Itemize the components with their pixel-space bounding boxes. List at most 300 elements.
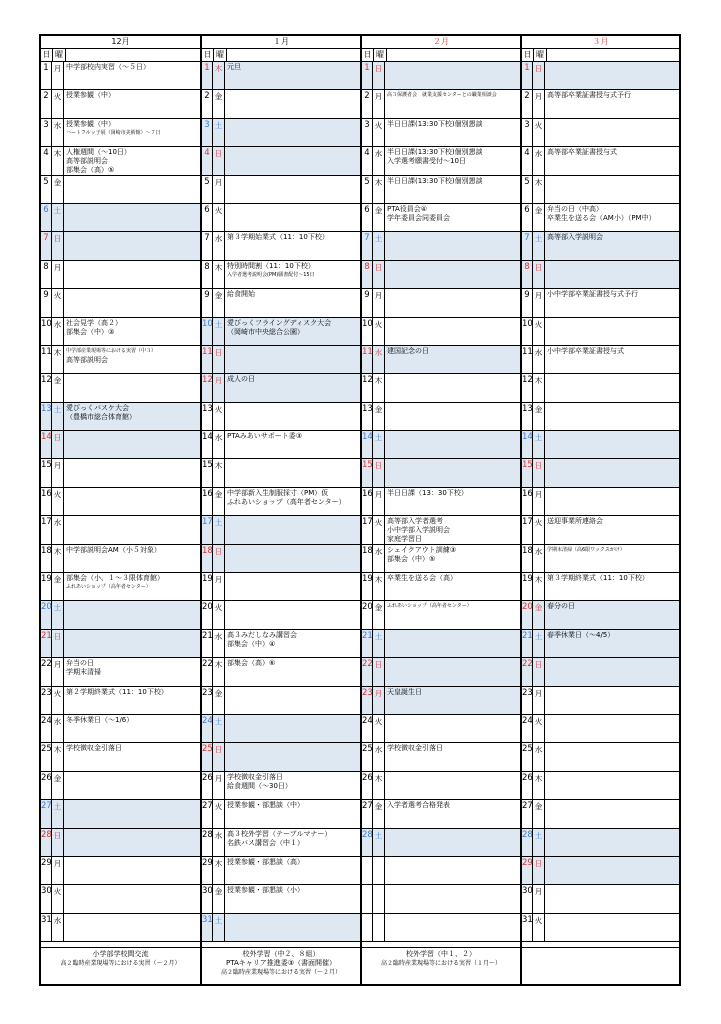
event-text: 入学者選考合格発表 bbox=[387, 801, 450, 810]
day-events bbox=[225, 403, 360, 430]
weekday: 水 bbox=[533, 346, 545, 373]
day-row bbox=[362, 346, 520, 374]
day-row bbox=[202, 743, 360, 771]
weekday: 木 bbox=[213, 658, 225, 685]
day-row bbox=[522, 176, 679, 204]
weekday: 木 bbox=[52, 743, 64, 770]
day-number: 20 bbox=[362, 601, 373, 628]
weekday: 月 bbox=[533, 488, 545, 515]
day-number: 6 bbox=[362, 204, 373, 231]
day-number: 22 bbox=[41, 658, 52, 685]
day-events bbox=[64, 658, 200, 685]
weekday: 火 bbox=[52, 885, 64, 912]
day-row bbox=[41, 658, 200, 686]
day-events bbox=[64, 715, 200, 742]
day-number: 22 bbox=[362, 658, 373, 685]
day-row bbox=[522, 800, 679, 828]
day-row bbox=[362, 403, 520, 431]
weekday bbox=[373, 885, 385, 912]
event-text: 高等部卒業証書授与式 bbox=[547, 148, 617, 157]
weekday: 金 bbox=[213, 90, 225, 117]
weekday: 金 bbox=[52, 772, 64, 799]
weekday: 木 bbox=[213, 459, 225, 486]
event-text: 学校徴収金引落日 bbox=[227, 772, 283, 781]
day-row bbox=[362, 743, 520, 771]
footer-text: PTAキャリア推進委③（書面開催） bbox=[225, 959, 337, 967]
day-number: 30 bbox=[522, 885, 533, 912]
day-events bbox=[64, 885, 200, 912]
day-row bbox=[41, 176, 200, 204]
weekday: 火 bbox=[533, 119, 545, 146]
day-events bbox=[385, 743, 520, 770]
event-note: ハートフルッ子展（岡崎市美術館）～７日 bbox=[66, 129, 161, 136]
day-row bbox=[202, 885, 360, 913]
day-row bbox=[202, 800, 360, 828]
day-number: 31 bbox=[41, 914, 52, 941]
day-number: 4 bbox=[522, 147, 533, 174]
day-number: 6 bbox=[41, 204, 52, 231]
event-text: 高等部説明会 bbox=[66, 355, 108, 364]
event-text: 卒業生を送る会（AM小）（PM中） bbox=[547, 213, 656, 222]
day-number: 17 bbox=[202, 516, 213, 543]
day-events bbox=[385, 62, 520, 89]
day-events bbox=[545, 687, 679, 714]
weekday: 火 bbox=[213, 601, 225, 628]
day-row bbox=[362, 800, 520, 828]
day-number: 23 bbox=[362, 687, 373, 714]
day-row bbox=[522, 829, 679, 857]
weekday: 金 bbox=[373, 800, 385, 827]
day-number: 11 bbox=[522, 346, 533, 373]
day-row bbox=[41, 431, 200, 459]
day-row bbox=[41, 204, 200, 232]
weekday: 金 bbox=[373, 403, 385, 430]
day-number: 1 bbox=[202, 62, 213, 89]
day-number: 21 bbox=[41, 630, 52, 657]
day-number: 12 bbox=[522, 374, 533, 401]
day-events bbox=[385, 346, 520, 373]
day-events bbox=[225, 601, 360, 628]
day-events bbox=[225, 261, 360, 288]
day-number: 5 bbox=[522, 176, 533, 203]
event-text: 授業参観（中） bbox=[66, 119, 115, 128]
day-events bbox=[225, 829, 360, 856]
event-text: 天皇誕生日 bbox=[387, 687, 422, 696]
day-events bbox=[64, 914, 200, 941]
column-header bbox=[202, 49, 360, 62]
weekday: 金 bbox=[52, 176, 64, 203]
day-row bbox=[202, 459, 360, 487]
day-number: 15 bbox=[202, 459, 213, 486]
day-events bbox=[225, 62, 360, 89]
day-events bbox=[64, 403, 200, 430]
day-events bbox=[225, 573, 360, 600]
footer-text: 校外学習（中１、２） bbox=[406, 950, 476, 958]
day-events bbox=[225, 459, 360, 486]
day-row bbox=[522, 403, 679, 431]
day-events bbox=[225, 743, 360, 770]
event-text: 学期末清掃 bbox=[66, 668, 101, 677]
event-text: 小中学部入学説明会 bbox=[387, 526, 450, 535]
day-number: 21 bbox=[362, 630, 373, 657]
day-number bbox=[362, 885, 373, 912]
day-row bbox=[522, 772, 679, 800]
day-number: 19 bbox=[362, 573, 373, 600]
event-text: 特別時間割（11：10下校） bbox=[227, 261, 315, 270]
weekday: 水 bbox=[52, 914, 64, 941]
weekday: 火 bbox=[533, 914, 545, 941]
weekday: 木 bbox=[533, 176, 545, 203]
day-number: 27 bbox=[362, 800, 373, 827]
day-number: 15 bbox=[362, 459, 373, 486]
event-text: 建国記念の日 bbox=[387, 346, 429, 355]
day-events bbox=[64, 232, 200, 259]
day-number: 18 bbox=[41, 545, 52, 572]
day-number: 8 bbox=[41, 261, 52, 288]
event-text: 人権週間（～10日） bbox=[66, 148, 131, 157]
day-events bbox=[385, 573, 520, 600]
day-events bbox=[385, 318, 520, 345]
day-number: 17 bbox=[41, 516, 52, 543]
event-text: 学校徴収金引落日 bbox=[66, 744, 122, 753]
footer-text: 小学部学校間交流 bbox=[92, 950, 149, 958]
day-events bbox=[225, 658, 360, 685]
day-events bbox=[225, 289, 360, 316]
day-number: 23 bbox=[41, 687, 52, 714]
weekday-header: 曜 bbox=[214, 49, 227, 61]
day-row bbox=[41, 630, 200, 658]
event-note: 中学部産業現場等における実習（中３） bbox=[66, 347, 157, 354]
day-events bbox=[225, 431, 360, 458]
weekday: 金 bbox=[533, 204, 545, 231]
day-number: 28 bbox=[41, 829, 52, 856]
weekday: 日 bbox=[52, 829, 64, 856]
column-header bbox=[522, 49, 679, 62]
day-number: 21 bbox=[202, 630, 213, 657]
day-number: 14 bbox=[362, 431, 373, 458]
day-row bbox=[202, 374, 360, 402]
day-number: 6 bbox=[522, 204, 533, 231]
event-text: 授業参観・部懇談（中） bbox=[227, 801, 304, 810]
day-events bbox=[225, 119, 360, 146]
day-row bbox=[522, 62, 679, 90]
day-row bbox=[41, 772, 200, 800]
day-number: 8 bbox=[522, 261, 533, 288]
day-number: 17 bbox=[522, 516, 533, 543]
day-events bbox=[385, 857, 520, 884]
day-events bbox=[385, 431, 520, 458]
event-text: 半日日課(13:30下校)個別懇談 bbox=[387, 176, 483, 185]
month-header: 12月 bbox=[41, 36, 200, 49]
day-events bbox=[385, 658, 520, 685]
day-events bbox=[545, 573, 679, 600]
weekday: 土 bbox=[52, 800, 64, 827]
day-row bbox=[202, 204, 360, 232]
day-row bbox=[522, 630, 679, 658]
event-text: 授業参観・部懇談（高） bbox=[227, 857, 304, 866]
event-text: 高３みだしなみ講習会 bbox=[227, 630, 297, 639]
day-events bbox=[64, 545, 200, 572]
event-text: 春分の日 bbox=[547, 602, 575, 611]
day-row bbox=[202, 318, 360, 346]
day-row bbox=[362, 687, 520, 715]
day-row bbox=[41, 715, 200, 743]
day-row bbox=[522, 261, 679, 289]
day-events bbox=[64, 743, 200, 770]
weekday: 日 bbox=[213, 346, 225, 373]
day-row bbox=[362, 119, 520, 147]
day-row bbox=[41, 829, 200, 857]
day-events bbox=[385, 488, 520, 515]
event-text: ふれあいショップ（高年者センター） bbox=[227, 497, 346, 506]
weekday: 日 bbox=[533, 658, 545, 685]
weekday: 土 bbox=[373, 232, 385, 259]
day-events bbox=[385, 261, 520, 288]
weekday: 日 bbox=[52, 630, 64, 657]
event-text: （豊橋市総合体育館） bbox=[66, 412, 136, 421]
weekday: 日 bbox=[213, 545, 225, 572]
day-number: 1 bbox=[41, 62, 52, 89]
day-row bbox=[202, 857, 360, 885]
day-number: 24 bbox=[522, 715, 533, 742]
day-row bbox=[41, 318, 200, 346]
day-row bbox=[522, 431, 679, 459]
day-number: 16 bbox=[362, 488, 373, 515]
day-row bbox=[202, 346, 360, 374]
weekday: 月 bbox=[373, 488, 385, 515]
day-events bbox=[225, 147, 360, 174]
day-events bbox=[545, 289, 679, 316]
event-note: ふれあいショップ（高年者センター） bbox=[387, 603, 472, 610]
column-header bbox=[362, 49, 520, 62]
day-row bbox=[41, 119, 200, 147]
weekday: 火 bbox=[373, 516, 385, 543]
day-number: 28 bbox=[362, 829, 373, 856]
weekday: 火 bbox=[213, 204, 225, 231]
weekday: 金 bbox=[373, 601, 385, 628]
event-text: 社会見学（高２） bbox=[66, 318, 122, 327]
day-row bbox=[41, 90, 200, 118]
weekday: 月 bbox=[373, 90, 385, 117]
day-row bbox=[202, 119, 360, 147]
day-row bbox=[202, 630, 360, 658]
weekday: 火 bbox=[52, 488, 64, 515]
weekday: 金 bbox=[533, 403, 545, 430]
weekday: 火 bbox=[213, 800, 225, 827]
day-number: 11 bbox=[41, 346, 52, 373]
day-events bbox=[225, 914, 360, 941]
day-number: 22 bbox=[202, 658, 213, 685]
day-row bbox=[362, 516, 520, 544]
day-events bbox=[385, 687, 520, 714]
day-events bbox=[225, 630, 360, 657]
day-number: 15 bbox=[41, 459, 52, 486]
weekday: 土 bbox=[533, 630, 545, 657]
weekday: 月 bbox=[533, 90, 545, 117]
day-row bbox=[522, 715, 679, 743]
event-text: 弁当の日 bbox=[66, 659, 94, 668]
day-row bbox=[202, 488, 360, 516]
day-number bbox=[362, 857, 373, 884]
day-number: 24 bbox=[362, 715, 373, 742]
weekday: 土 bbox=[213, 318, 225, 345]
day-row bbox=[41, 261, 200, 289]
weekday: 水 bbox=[373, 545, 385, 572]
day-events bbox=[225, 800, 360, 827]
day-number: 17 bbox=[362, 516, 373, 543]
day-events bbox=[545, 857, 679, 884]
day-row bbox=[522, 516, 679, 544]
event-text: 小中学部卒業証書授与式 bbox=[547, 346, 624, 355]
weekday: 金 bbox=[52, 573, 64, 600]
event-text: （岡崎市中央総合公園） bbox=[227, 327, 304, 336]
day-number: 13 bbox=[522, 403, 533, 430]
events-header bbox=[387, 49, 520, 61]
day-events bbox=[545, 545, 679, 572]
day-number: 19 bbox=[41, 573, 52, 600]
day-events bbox=[545, 232, 679, 259]
weekday: 火 bbox=[533, 715, 545, 742]
day-events bbox=[545, 715, 679, 742]
event-text: 第３学期始業式（11：10下校） bbox=[227, 233, 329, 242]
day-row bbox=[362, 232, 520, 260]
day-number: 25 bbox=[41, 743, 52, 770]
day-number: 2 bbox=[522, 90, 533, 117]
day-events bbox=[64, 62, 200, 89]
event-note: ふれあいショップ（高年者センター） bbox=[66, 584, 151, 591]
day-number: 5 bbox=[202, 176, 213, 203]
weekday: 火 bbox=[373, 715, 385, 742]
day-row bbox=[522, 488, 679, 516]
day-events bbox=[385, 630, 520, 657]
day-row bbox=[362, 857, 520, 885]
day-number: 11 bbox=[202, 346, 213, 373]
day-number: 23 bbox=[522, 687, 533, 714]
weekday: 月 bbox=[373, 289, 385, 316]
day-row bbox=[362, 176, 520, 204]
event-text: 中学部新入生制服採寸（PM）仮 bbox=[227, 488, 329, 497]
day-events bbox=[545, 630, 679, 657]
day-number: 2 bbox=[362, 90, 373, 117]
event-text: 卒業生を送る会（高） bbox=[387, 574, 457, 583]
day-row bbox=[41, 914, 200, 942]
day-events bbox=[64, 601, 200, 628]
day-number: 18 bbox=[362, 545, 373, 572]
month-footer bbox=[522, 947, 679, 984]
day-events bbox=[225, 516, 360, 543]
event-text: 成人の日 bbox=[227, 375, 255, 384]
day-events bbox=[545, 601, 679, 628]
day-row bbox=[362, 658, 520, 686]
weekday: 土 bbox=[533, 829, 545, 856]
weekday: 月 bbox=[533, 885, 545, 912]
month-header: ２月 bbox=[362, 36, 520, 49]
weekday: 金 bbox=[213, 687, 225, 714]
day-row bbox=[202, 545, 360, 573]
weekday: 土 bbox=[213, 914, 225, 941]
day-number: 1 bbox=[522, 62, 533, 89]
weekday: 金 bbox=[52, 374, 64, 401]
day-events bbox=[64, 204, 200, 231]
weekday: 金 bbox=[373, 204, 385, 231]
day-row bbox=[202, 658, 360, 686]
day-number: 26 bbox=[362, 772, 373, 799]
weekday: 木 bbox=[533, 374, 545, 401]
day-events bbox=[64, 488, 200, 515]
event-text: 半日日課(13:30下校)個別懇談 bbox=[387, 148, 483, 157]
day-events bbox=[385, 119, 520, 146]
day-number: 26 bbox=[522, 772, 533, 799]
event-text: 部集会（小、１～３限体育館） bbox=[66, 574, 164, 583]
event-text: 部集会（高）⑥ bbox=[227, 659, 276, 668]
month-column bbox=[362, 36, 522, 984]
weekday: 木 bbox=[373, 374, 385, 401]
event-text: 高等部卒業証書授与式予行 bbox=[547, 91, 631, 100]
day-events bbox=[64, 687, 200, 714]
day-events bbox=[225, 885, 360, 912]
footer-note: 高２臨時産業現場等における実習（～２月） bbox=[220, 969, 341, 976]
weekday: 木 bbox=[52, 545, 64, 572]
weekday: 火 bbox=[373, 318, 385, 345]
event-text: 家庭学習日 bbox=[387, 535, 422, 544]
weekday: 水 bbox=[213, 829, 225, 856]
day-events bbox=[545, 147, 679, 174]
day-events bbox=[64, 772, 200, 799]
weekday: 水 bbox=[373, 147, 385, 174]
day-events bbox=[225, 488, 360, 515]
day-header: 日 bbox=[202, 49, 214, 61]
day-row bbox=[362, 914, 520, 942]
day-row bbox=[41, 885, 200, 913]
event-text: PTA役員会④ bbox=[387, 204, 428, 213]
day-row bbox=[522, 204, 679, 232]
event-text: 春季休業日（～4/5） bbox=[547, 630, 615, 639]
day-row bbox=[362, 204, 520, 232]
month-footer bbox=[41, 947, 200, 984]
footer-note: 高２臨時産業現場等における実習（１月～） bbox=[380, 960, 501, 967]
column-header bbox=[41, 49, 200, 62]
day-row bbox=[202, 829, 360, 857]
events-header bbox=[66, 49, 200, 61]
day-row bbox=[522, 346, 679, 374]
event-text: 愛びっくバスケ大会 bbox=[66, 403, 129, 412]
day-number: 15 bbox=[522, 459, 533, 486]
day-number: 6 bbox=[202, 204, 213, 231]
weekday: 土 bbox=[373, 431, 385, 458]
event-text: 高等部説明会 bbox=[66, 157, 108, 166]
day-row bbox=[362, 431, 520, 459]
day-events bbox=[385, 176, 520, 203]
day-number: 25 bbox=[202, 743, 213, 770]
day-row bbox=[202, 403, 360, 431]
day-row bbox=[362, 374, 520, 402]
day-number: 27 bbox=[202, 800, 213, 827]
event-text: 給食週間（～30日） bbox=[227, 781, 292, 790]
day-number: 3 bbox=[362, 119, 373, 146]
day-number: 9 bbox=[362, 289, 373, 316]
event-text: 授業参観（中） bbox=[66, 91, 115, 100]
day-row bbox=[202, 772, 360, 800]
day-events bbox=[385, 374, 520, 401]
weekday: 水 bbox=[213, 431, 225, 458]
day-number: 7 bbox=[202, 232, 213, 259]
day-row bbox=[362, 630, 520, 658]
weekday: 日 bbox=[52, 232, 64, 259]
day-events bbox=[385, 289, 520, 316]
day-events bbox=[545, 743, 679, 770]
event-text: 部集会（中）⑤ bbox=[387, 554, 436, 563]
day-events bbox=[225, 176, 360, 203]
